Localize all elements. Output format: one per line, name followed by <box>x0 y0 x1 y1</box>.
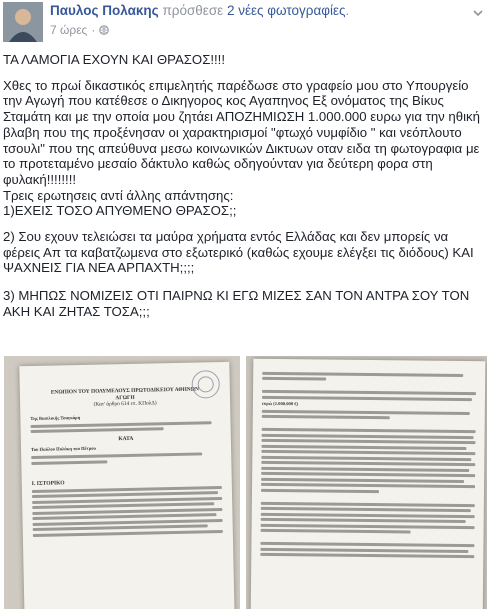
photo-lawsuit-page-2[interactable] <box>246 356 487 609</box>
meta-separator: · <box>91 23 96 37</box>
post-paragraph-3: Τρεις ερωτησεις αντί άλλης απάντησης: <box>3 187 234 203</box>
document-page <box>251 359 486 609</box>
period: . <box>345 3 350 18</box>
globe-icon[interactable] <box>99 25 109 35</box>
document-page <box>19 362 234 609</box>
chevron-down-icon[interactable] <box>471 6 485 20</box>
photo-lawsuit-page-1[interactable] <box>4 356 240 609</box>
post-header <box>0 0 491 44</box>
post-paragraph-2: Χθες το πρωί δικαστικός επιμελητής παρέδωσε στο γραφείο μου στο Υπουργείο την Αγωγή που κατέθεσε ο Δικηγορος κος Αγαπηνος Εξ ονόματος της Βίκυς Σταμάτη και με την οποία μου ζητάει ΑΠΟΖΗΜΙΩΣΗ 1.000.000 ευρω για την ηθική βλαβη που της προξένησαν οι χαρακτηρισμοί "φτωχό νυμφίδιο " και νεόπλουτο τσουλι" που της απεύθυνα μεσω κοινωνικών Δικτυων οταν ειδα τη φωτογραφια με το προτεταμένο μεσαίο δάκτυλο καθώς οδηγούνταν για δεύτερη φορα στη φυλακή!!!!!!!! <box>3 77 480 187</box>
post-paragraph-1: ΤΑ ΛΑΜΟΓΙΑ ΕΧΟΥΝ ΚΑΙ ΘΡΑΣΟΣ!!!! <box>3 52 226 67</box>
plaintiff-prefix: Της <box>30 415 38 421</box>
action-text: πρόσθεσε <box>162 3 224 18</box>
doc-ref: (Κατ' άρθρο 614 επ. ΚΠολΔ) <box>93 400 157 408</box>
section-heading: Ι. ΙΣΤΟΡΙΚΟ <box>31 480 65 488</box>
post-time[interactable]: 7 ώρες <box>50 23 88 37</box>
defendant-prefix: Του <box>30 447 39 453</box>
amount-text: ευρώ (1.000.000 €) <box>261 400 299 407</box>
photos-link[interactable]: 2 νέες φωτογραφίες <box>226 3 346 18</box>
against-label: ΚΑΤΑ <box>118 436 134 443</box>
author-avatar[interactable] <box>3 2 43 42</box>
author-name-link[interactable]: Παυλος Πολακης <box>50 3 159 18</box>
defendant-name: Παύλου Πολάκη του Πέτρου <box>39 445 96 453</box>
post-paragraph-5: 2) Σου εχουν τελειώσει τα μαύρα χρήματα εντός Ελλάδας και δεν μπορείς να φέρεις Απ τα καβατζωμενα στο εξωτερικό (καθώς εχουμε ελέγξει τις διόδους) ΚΑΙ ΨΑΧΝΕΙΣ ΓΙΑ ΝΕΑ ΑΡΠΑΧΤΗ;;;; <box>3 229 474 276</box>
post-paragraph-6: 3) ΜΗΠΩΣ ΝΟΜΙΖΕΙΣ ΟΤΙ ΠΑΙΡΝΩ ΚΙ ΕΓΩ ΜΙΖΕΣ ΣΑΝ ΤΟΝ ΑΝΤΡΑ ΣΟΥ ΤΟΝ ΑΚΗ ΚΑΙ ΖΗΤΑΣ ΤΟΣΑ;;; <box>3 288 470 319</box>
plaintiff-name: Βασιλικής Τσαγκάρη <box>38 414 81 421</box>
doc-type: ΑΓΩΓΗ <box>115 394 135 401</box>
post-paragraph-4: 1)ΕΧΕΙΣ ΤΟΣΟ ΑΠΥΘΜΕΝΟ ΘΡΑΣΟΣ;; <box>3 203 237 219</box>
court-header: ΕΝΩΠΙΟΝ ΤΟΥ ΠΟΛΥΜΕΛΟΥΣ ΠΡΩΤΟΔΙΚΕΙΟΥ ΑΘΗΝΩΝ <box>50 386 199 396</box>
post-body <box>3 50 487 320</box>
post-meta <box>50 23 109 37</box>
post-title-line <box>50 3 349 18</box>
